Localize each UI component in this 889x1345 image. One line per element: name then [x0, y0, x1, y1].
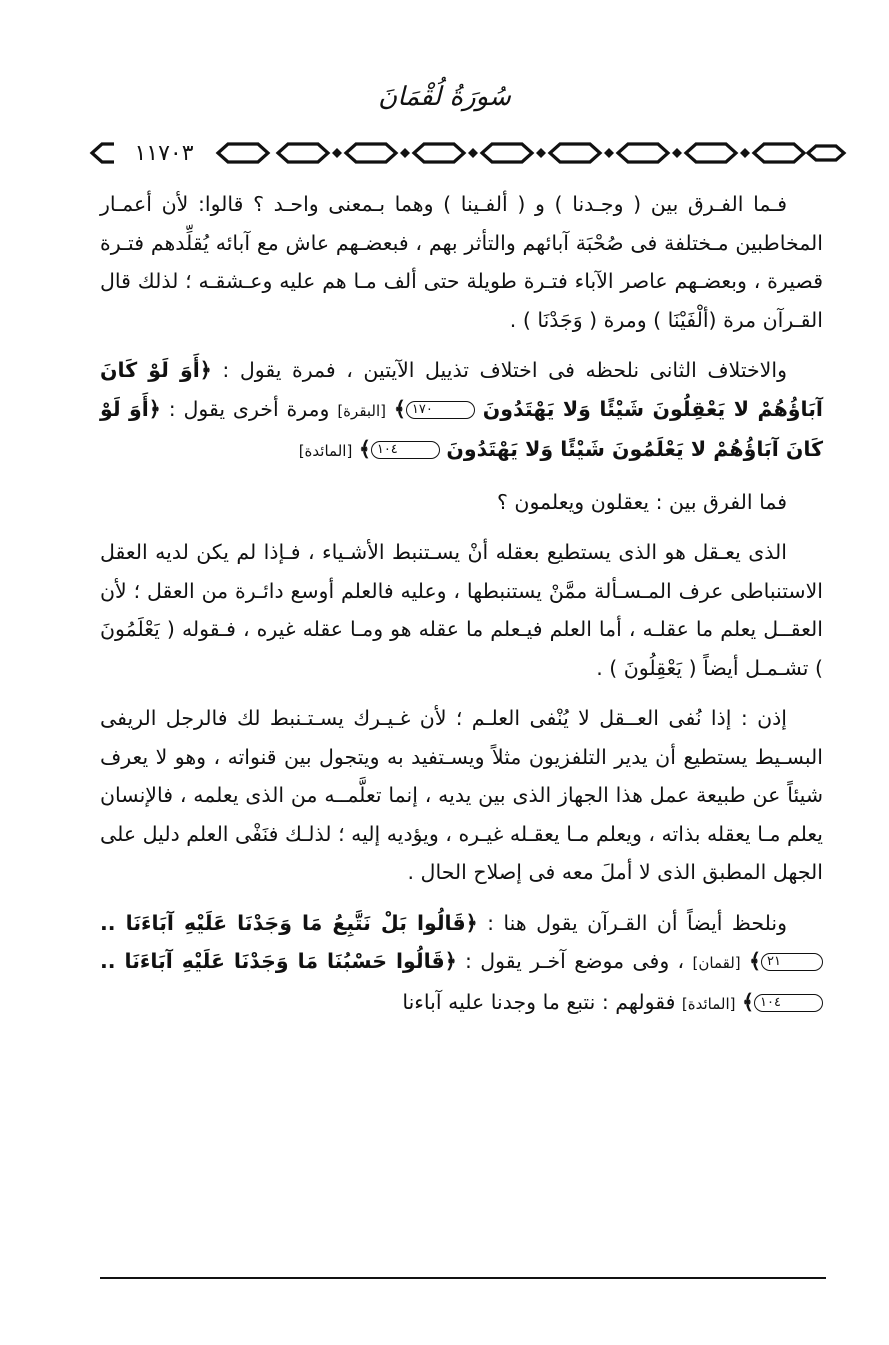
- ayah-number-104: ١٠٤: [754, 994, 823, 1012]
- paragraph-1: فـما الفـرق بين ( وجـدنا ) و ( ألفـينا ) وهما بـمعنى واحـد ؟ قالوا: لأن أعمـار المخاطبين مـختلفة فى صُحْبَة آبائهم والتأثر بهم ، فبعضـهم عاش مع آبائه يُقلِّدهم فتـرة قصيرة ، وبعضـهم عاصر الآباء فتـرة طويلة حتى ألف مـا هم عليه وعـشقـه ؛ لذلك قال القـرآن مرة (ألْفَيْنَا ) ومرة ( وَجَدْنَا ) .: [100, 192, 823, 332]
- ayah-number-104: ١٠٤: [371, 441, 440, 459]
- footer-rule: [100, 1277, 826, 1279]
- ayah-number-170: ١٧٠: [406, 401, 475, 419]
- paragraph-3: فما الفرق بين : يعقلون ويعلمون ؟: [497, 489, 787, 514]
- verse-close-bracket: ﴾: [358, 437, 371, 461]
- verse-close-bracket: ﴾: [748, 949, 761, 973]
- paragraph-4: الذى يعـقل هو الذى يستطيع بعقله أنْ يسـتنبط الأشـياء ، فـإذا لم يكن لديه العقل الاستنباطى عرف المـسـألة ممَّنْ يستنبطها ، وعليه فالعلم أوسع دائـرة من العقل ؛ لأن العقــل يعلم ما عقلـه ، أما العلم فيـعلم ما عقله هو ومـا عقله غيره ، فـقوله ( يَعْلَمُونَ ) تشـمـل أيضاً ( يَعْقِلُونَ ) .: [100, 540, 823, 680]
- paragraph-2: [100, 351, 823, 471]
- surah-reference-baqarah: [البقرة]: [337, 401, 387, 420]
- page-number: ١١٧٠٣: [114, 139, 214, 169]
- quran-verse-4: ﴿قَالُوا حَسْبُنَا مَا وَجَدْنَا عَلَيْهِ آبَاءَنَا ..: [100, 949, 457, 973]
- surah-reference-maidah: [المائدة]: [681, 994, 736, 1013]
- paragraph-6: [100, 904, 823, 1024]
- paragraph-2-middle: ومرة أخرى يقول :: [168, 396, 330, 421]
- verse-close-bracket: ﴾: [393, 396, 406, 421]
- surah-reference-luqman: [لقمان]: [692, 954, 741, 972]
- paragraph-6-continuation: فقولهم : نتبع ما وجدنا عليه آباءنا: [402, 989, 676, 1014]
- ayah-number-21: ٢١: [761, 953, 823, 971]
- quran-verse-3: ﴿قَالُوا بَلْ نَتَّبِعُ مَا وَجَدْنَا عَلَيْهِ آبَاءَنَا ..: [100, 910, 478, 935]
- surah-title: سُورَةُ لُقْمَانَ: [378, 82, 511, 112]
- paragraph-2-intro: والاختلاف الثانى نلحظه فى اختلاف تذييل الآيتين ، فمرة يقول :: [222, 358, 787, 382]
- paragraph-5: إذن : إذا نُفى العــقل لا يُنْفى العلـم ؛ لأن غـيـرك يسـتـنبط لك فالرجل الريفى البسـيط يستطيع أن يدير التلفزيون مثلاً ويسـتفيد به ويتجول بين قنواته ، وهو لا يعرف شيئاً عن طبيعة عمل هذا الجهاز الذى بين يديه ، إنما تعلَّمــه من الذى يعلمه ، فالإنسان يعلم مـا يعقله بذاته ، ويعلم مـا يعقـله غيـره ، ويؤديه إليه ؛ لذلـك فنَفْى العلم دليل على الجهل المطبق الذى لا أملَ معه فى إصلاح الحال .: [100, 706, 823, 884]
- quran-verse-1: ﴿أَوَ لَوْ كَانَ آبَاؤُهُمْ لا يَعْقِلُونَ شَيْئًا وَلا يَهْتَدُونَ: [100, 358, 823, 421]
- surah-reference-maidah: [المائدة]: [298, 442, 353, 460]
- paragraph-6-intro: ونلحظ أيضاً أن القـرآن يقول هنا :: [487, 910, 787, 935]
- body-text: [100, 185, 823, 1035]
- verse-close-bracket: ﴾: [742, 989, 755, 1014]
- quran-verse-2: ﴿أَوَ لَوْ كَانَ آبَاؤُهُمْ لا يَعْلَمُونَ شَيْئًا وَلا يَهْتَدُونَ: [100, 396, 823, 461]
- paragraph-6-middle: ، وفى موضع آخـر يقول :: [465, 949, 685, 973]
